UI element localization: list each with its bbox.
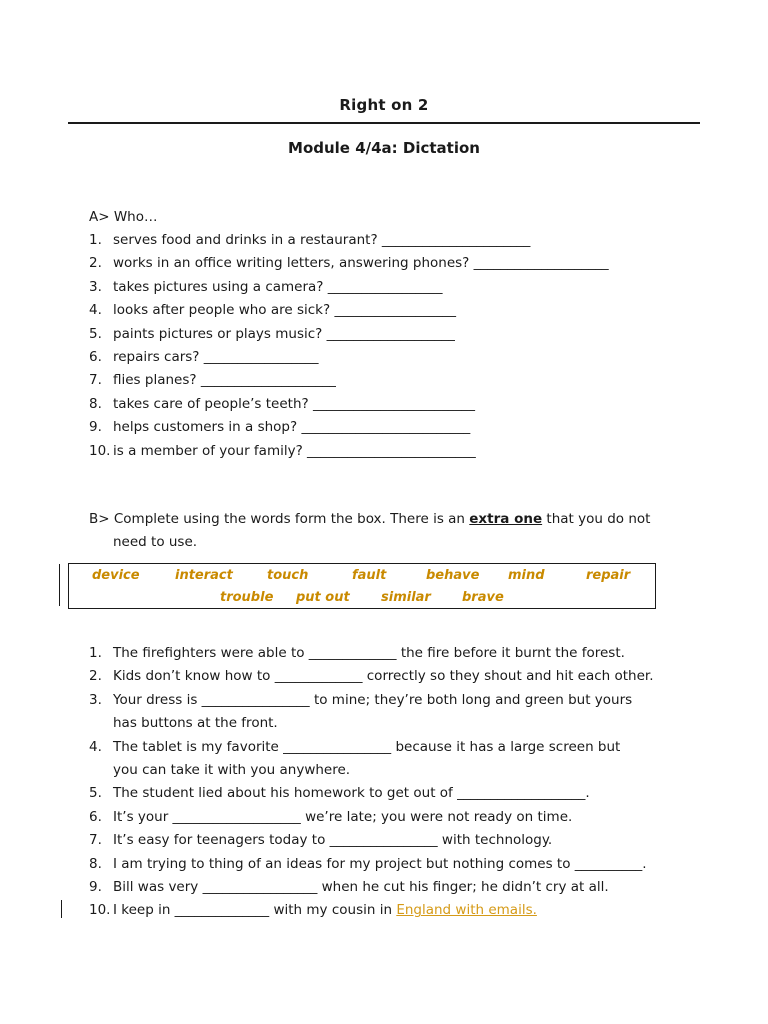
text-cursor bbox=[59, 564, 60, 606]
section-a-intro: A> Who… bbox=[89, 209, 158, 225]
word-box-item: interact bbox=[175, 568, 233, 583]
sentence-item: 4. The tablet is my favorite ________________ because it has a large screen but you can take it with you anywhere. bbox=[89, 738, 621, 779]
question-item: 1. serves food and drinks in a restaurant? ______________________ bbox=[89, 232, 531, 248]
document-subtitle: Module 4/4a: Dictation bbox=[288, 139, 480, 157]
sentence-item: 5. The student lied about his homework to get out of ___________________. bbox=[89, 785, 590, 802]
title-rule bbox=[68, 122, 700, 124]
document-title: Right on 2 bbox=[339, 96, 429, 114]
word-box-item: behave bbox=[426, 568, 480, 583]
question-item: 8. takes care of people’s teeth? ________________________ bbox=[89, 395, 475, 412]
sentence-item: 2. Kids don’t know how to _____________ correctly so they shout and hit each other. bbox=[89, 668, 654, 685]
word-box-item: fault bbox=[352, 568, 387, 583]
sentence-item: 1. The firefighters were able to _____________ the fire before it burnt the forest. bbox=[89, 645, 625, 661]
question-item: 2. works in an office writing letters, answering phones? ____________________ bbox=[89, 255, 609, 272]
question-item: 9. helps customers in a shop? _________________________ bbox=[89, 419, 471, 436]
word-box-item: repair bbox=[586, 568, 631, 583]
question-item: 6. repairs cars? _________________ bbox=[89, 349, 319, 366]
section-b-sentences bbox=[89, 642, 729, 923]
section-b-intro-line2: need to use. bbox=[113, 534, 198, 550]
question-item: 5. paints pictures or plays music? ___________________ bbox=[89, 325, 455, 342]
word-box-item: mind bbox=[508, 568, 545, 583]
sentence-item: 10. I keep in ______________ with my cousin in England with emails. bbox=[89, 902, 537, 919]
question-item: 7. flies planes? ____________________ bbox=[89, 372, 336, 389]
england-emails-link[interactable]: England with emails. bbox=[396, 902, 537, 919]
text-cursor bbox=[61, 900, 62, 918]
word-box-item: device bbox=[92, 568, 140, 583]
sentence-item: 3. Your dress is ________________ to mine; they’re both long and green but yours has buttons at the front. bbox=[89, 691, 633, 732]
sentence-item: 7. It’s easy for teenagers today to ________________ with technology. bbox=[89, 832, 553, 849]
word-box-item: trouble bbox=[220, 590, 274, 605]
sentence-item: 6. It’s your ___________________ we’re late; you were not ready on time. bbox=[89, 808, 573, 825]
word-box-item: brave bbox=[462, 590, 504, 605]
word-box-item: put out bbox=[296, 590, 350, 605]
extra-one-emphasis: extra one bbox=[469, 511, 543, 527]
sentence-item: 8. I am trying to thing of an ideas for my project but nothing comes to __________. bbox=[89, 855, 647, 872]
sentence-item: 9. Bill was very _________________ when he cut his finger; he didn’t cry at all. bbox=[89, 879, 609, 896]
word-box-item: touch bbox=[267, 568, 309, 583]
question-item: 4. looks after people who are sick? __________________ bbox=[89, 302, 456, 319]
section-a-questions bbox=[89, 229, 729, 463]
word-box-item: similar bbox=[381, 590, 431, 605]
section-b-intro: B> Complete using the words form the box. There is an extra one that you do not bbox=[89, 511, 651, 527]
question-item: 10. is a member of your family? _________________________ bbox=[89, 442, 476, 459]
question-item: 3. takes pictures using a camera? _________________ bbox=[89, 278, 443, 295]
